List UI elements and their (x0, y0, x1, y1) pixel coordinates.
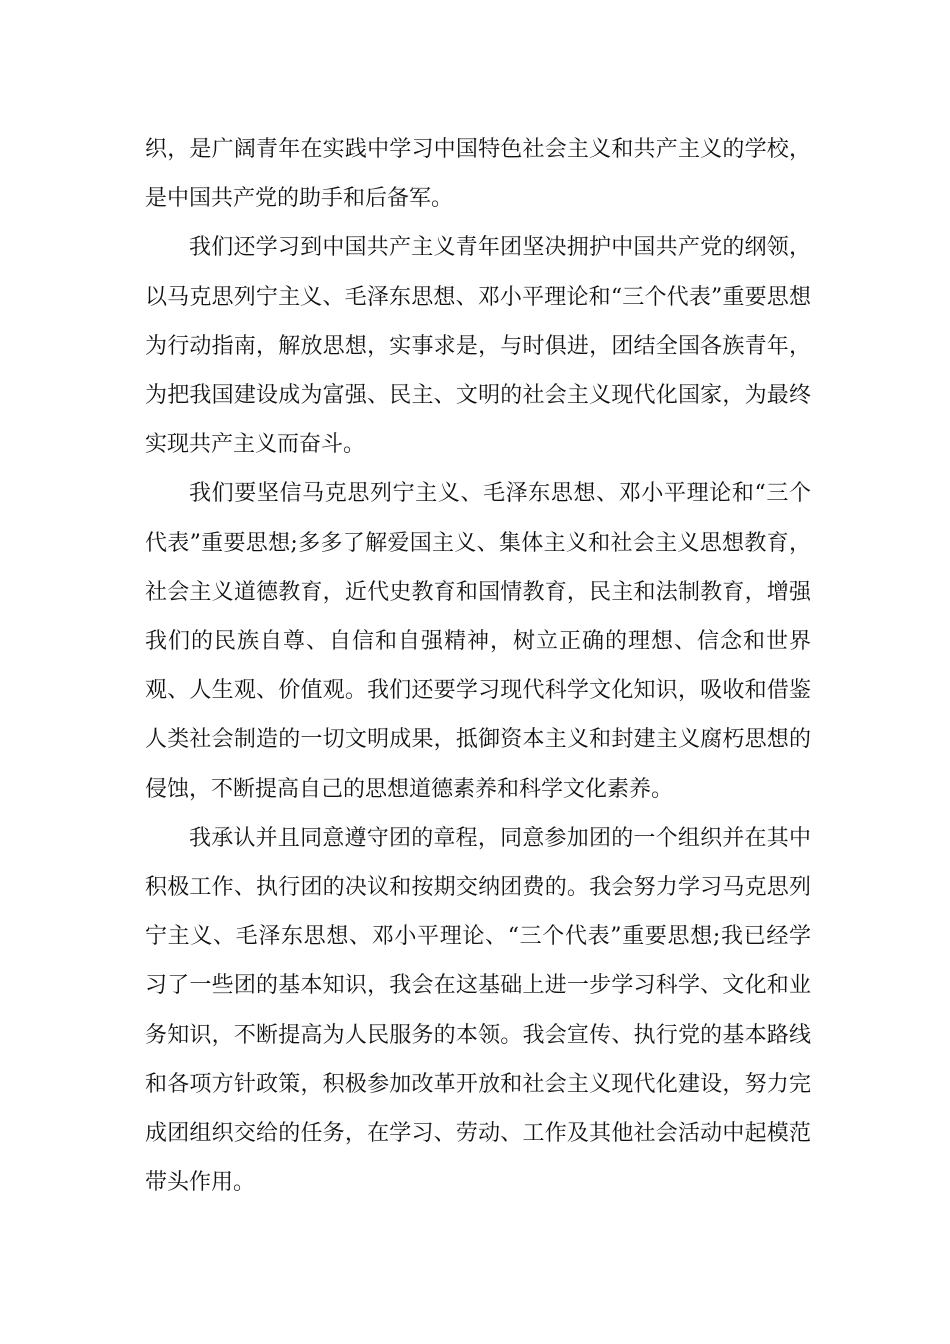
paragraph-beliefs-and-study: 我们要坚信马克思列宁主义、毛泽东思想、邓小平理论和“三个代表”重要思想;多多了解爱国主义、集体主义和社会主义思想教育，社会主义道德教育，近代史教育和国情教育，民主和法制教育，增强我们的民族自尊、自信和自强精神，树立正确的理想、信念和世界观、人生观、价值观。我们还要学习现代科学文化知识，吸收和借鉴人类社会制造的一切文明成果，抵御资本主义和封建主义腐朽思想的侵蚀，不断提高自己的思想道德素养和科学文化素养。 (145, 481, 811, 802)
paragraph-continued: 织，是广阔青年在实践中学习中国特色社会主义和共产主义的学校，是中国共产党的助手和后备军。 (145, 137, 811, 212)
paragraph-commitment: 我承认并且同意遵守团的章程，同意参加团的一个组织并在其中积极工作、执行团的决议和按期交纳团费的。我会努力学习马克思列宁主义、毛泽东思想、邓小平理论、“三个代表”重要思想;我已经学习了一些团的基本知识，我会在这基础上进一步学习科学、文化和业务知识，不断提高为人民服务的本领。我会宣传、执行党的基本路线和各项方针政策，积极参加改革开放和社会主义现代化建设，努力完成团组织交给的任务，在学习、劳动、工作及其他社会活动中起模范带头作用。 (145, 825, 811, 1196)
document-body (145, 125, 811, 1207)
paragraph-league-program: 我们还学习到中国共产主义青年团坚决拥护中国共产党的纲领，以马克思列宁主义、毛泽东思想、邓小平理论和“三个代表”重要思想为行动指南，解放思想，实事求是，与时俱进，团结全国各族青年，为把我国建设成为富强、民主、文明的社会主义现代化国家，为最终实现共产主义而奋斗。 (145, 235, 811, 458)
